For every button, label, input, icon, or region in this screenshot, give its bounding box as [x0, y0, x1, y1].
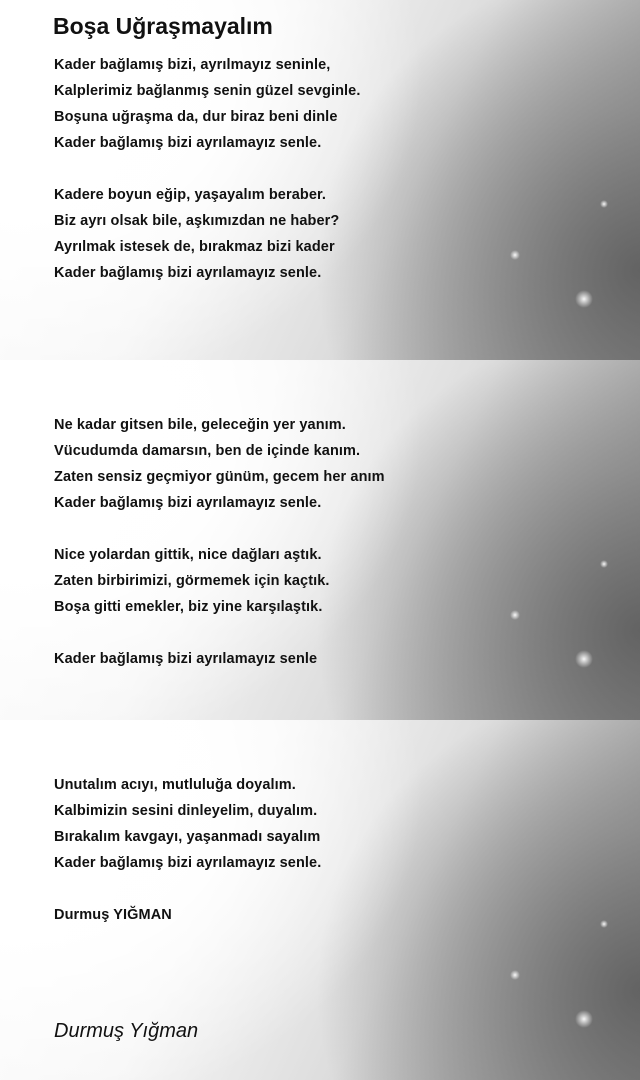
poem-text-block-3: [54, 772, 321, 928]
poem-line: Kadere boyun eğip, yaşayalım beraber.: [54, 187, 327, 203]
sparkle-decoration: [575, 650, 593, 668]
poem-title: Boşa Uğraşmayalım: [53, 13, 273, 39]
author-signature: Durmuş Yığman: [54, 1020, 199, 1042]
sparkle-decoration: [510, 970, 520, 980]
poem-line: Biz ayrı olsak bile, aşkımızdan ne haber?: [54, 213, 340, 229]
poem-line: Unutalım acıyı, mutluluğa doyalım.: [54, 777, 296, 793]
stanza-gap: [54, 876, 321, 902]
poem-line: Ayrılmak istesek de, bırakmaz bizi kader: [54, 239, 335, 255]
sparkle-decoration: [600, 920, 608, 928]
poem-line: Zaten sensiz geçmiyor günüm, gecem her anım: [54, 469, 385, 485]
poem-line: Kader bağlamış bizi, ayrılmayız seninle,: [54, 57, 331, 73]
sparkle-decoration: [575, 290, 593, 308]
poem-line: Zaten birbirimizi, görmemek için kaçtık.: [54, 573, 330, 589]
poem-line: Kader bağlamış bizi ayrılamayız senle.: [54, 495, 322, 511]
poem-line: Kader bağlamış bizi ayrılamayız senle.: [54, 135, 322, 151]
poem-line: Kalbimizin sesini dinleyelim, duyalım.: [54, 803, 318, 819]
sparkle-decoration: [510, 610, 520, 620]
stanza-gap: [54, 156, 360, 182]
stanza-gap: [54, 620, 385, 646]
poem-line: Kalplerimiz bağlanmış senin güzel sevginle.: [54, 83, 361, 99]
stanza-gap: [54, 516, 385, 542]
sparkle-decoration: [510, 250, 520, 260]
poem-line: Vücudumda damarsın, ben de içinde kanım.: [54, 443, 361, 459]
poem-text-block-2: [54, 412, 385, 672]
poem-panel-3: [0, 720, 640, 1080]
poem-panel-2: [0, 360, 640, 720]
sparkle-decoration: [600, 200, 608, 208]
sparkle-decoration: [575, 1010, 593, 1028]
poem-line: Boşuna uğraşma da, dur biraz beni dinle: [54, 109, 338, 125]
poem-panel-1: [0, 0, 640, 360]
poem-line: Ne kadar gitsen bile, geleceğin yer yanım.: [54, 417, 346, 433]
poem-text-block-1: [54, 52, 360, 286]
poem-line: Boşa gitti emekler, biz yine karşılaştık.: [54, 599, 323, 615]
poem-line: Bırakalım kavgayı, yaşanmadı sayalım: [54, 829, 321, 845]
poem-line: Nice yolardan gittik, nice dağları aştık.: [54, 547, 322, 563]
poem-line: Kader bağlamış bizi ayrılamayız senle.: [54, 855, 322, 871]
poem-line: Kader bağlamış bizi ayrılamayız senle.: [54, 265, 322, 281]
sparkle-decoration: [600, 560, 608, 568]
poem-line: Kader bağlamış bizi ayrılamayız senle: [54, 651, 318, 667]
author-line: Durmuş YIĞMAN: [54, 907, 172, 923]
